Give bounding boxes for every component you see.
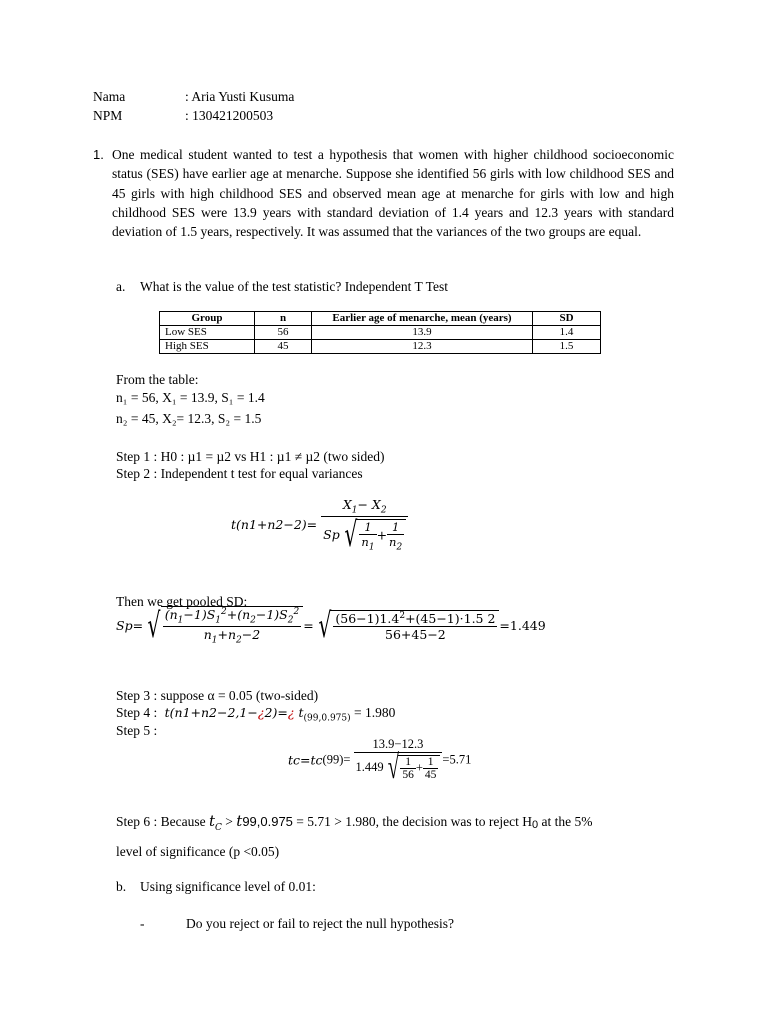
step-6-end: at the 5% — [538, 814, 593, 829]
t-formula: t(n1+n2−2)= $X_1- X_2$ Sp √ $\frac{1}{n_1}$ + $\frac{1}{n_2}$ — [231, 497, 408, 552]
table-cell: 45 — [255, 340, 312, 354]
table-row — [160, 326, 601, 340]
table-cell: High SES — [160, 340, 255, 354]
from-table-n1: n₁ = 56, X₁ = 13.9, S₁ = 1.4 — [116, 390, 265, 405]
pooled-intro: Then we get pooled SD: — [116, 594, 248, 609]
step-6-line2: level of significance (p <0.05) — [116, 844, 280, 859]
part-b-label: b. — [116, 879, 127, 894]
table-cell: 13.9 — [312, 326, 533, 340]
question-number: 1. — [93, 147, 104, 162]
step-2: Step 2 : Independent t test for equal variances — [116, 466, 363, 481]
table-cell: 1.5 — [533, 340, 601, 354]
question-text: One medical student wanted to test a hypothesis that women with higher childhood socioeconomic status (SES) have earlier age at menarche. Suppose she identified 56 girls with low childhood SES and 45 girls with high childhood SES and observed mean age at menarche for girls with low and high childhood SES were 13.9 years with standard deviation of 1.4 years and 12.3 years with standard deviation of 1.5 years, respectively. It was assumed that the variances of the two groups are equal. — [112, 147, 674, 240]
step-5-label: Step 5 : — [116, 723, 158, 738]
from-table-n2: n₂ = 45, X₂= 12.3, S₂ = 1.5 — [116, 411, 262, 426]
table-cell: Low SES — [160, 326, 255, 340]
bullet-text: Do you reject or fail to reject the null hypothesis? — [186, 916, 455, 931]
pooled-result: =1.449 — [499, 618, 546, 634]
step-6-label: Step 6 : Because — [116, 814, 206, 829]
part-b-text: Using significance level of 0.01: — [140, 879, 316, 894]
table-header: SD — [533, 312, 601, 326]
step-4: Step 4 : t(n1+n2−2,1−¿2)=¿ $t_{(99,0.975)} = 1.980$ — [116, 705, 396, 724]
step-4-label: Step 4 : — [116, 705, 158, 720]
table-cell: 1.4 — [533, 326, 601, 340]
table-row — [160, 340, 601, 354]
table-cell: 12.3 — [312, 340, 533, 354]
table-cell: 56 — [255, 326, 312, 340]
table-header-row — [160, 312, 601, 326]
step-6: Step 6 : Because $t_C > t99,0.975 = 5.71 > 1.980$, the decision was to reject H0 at the 5% — [116, 812, 593, 833]
data-table — [159, 311, 601, 354]
step-6-text: = 5.71 > 1.980, the decision was to reject H — [296, 814, 532, 829]
step-1: Step 1 : H0 : µ1 = µ2 vs H1 : µ1 ≠ µ2 (two sided) — [116, 449, 385, 464]
npm-value: : 130421200503 — [185, 108, 274, 123]
part-a-label: a. — [116, 279, 126, 294]
step-3: Step 3 : suppose α = 0.05 (two-sided) — [116, 688, 319, 703]
table-header: Group — [160, 312, 255, 326]
bullet-dash: - — [140, 916, 145, 931]
from-table-intro: From the table: — [116, 372, 199, 387]
pooled-sd-formula: Sp= √ $\frac{(n_1-1)S_1^2+(n_2-1)S_2^2}{n_1+n_2-2}$ = √ $\frac{(56-1)1.4^2+(45-1)\cdot 1.5 2}{56+45-2}$ =1.449 — [116, 605, 546, 646]
step-4-result: = 1.980 — [354, 705, 396, 720]
step-5-result: =5.71 — [442, 752, 472, 767]
part-a-text: What is the value of the test statistic? Independent T Test — [140, 279, 448, 294]
npm-label: NPM — [93, 108, 123, 123]
tc-formula: tc=tc(99)= 13.9−12.3 1.449 √ $\frac{1}{56}$ + $\frac{1}{45}$ =5.71 — [288, 737, 472, 786]
name-label: Nama — [93, 89, 126, 104]
table-header: Earlier age of menarche, mean (years) — [312, 312, 533, 326]
name-value: : Aria Yusti Kusuma — [185, 89, 295, 104]
table-header: n — [255, 312, 312, 326]
